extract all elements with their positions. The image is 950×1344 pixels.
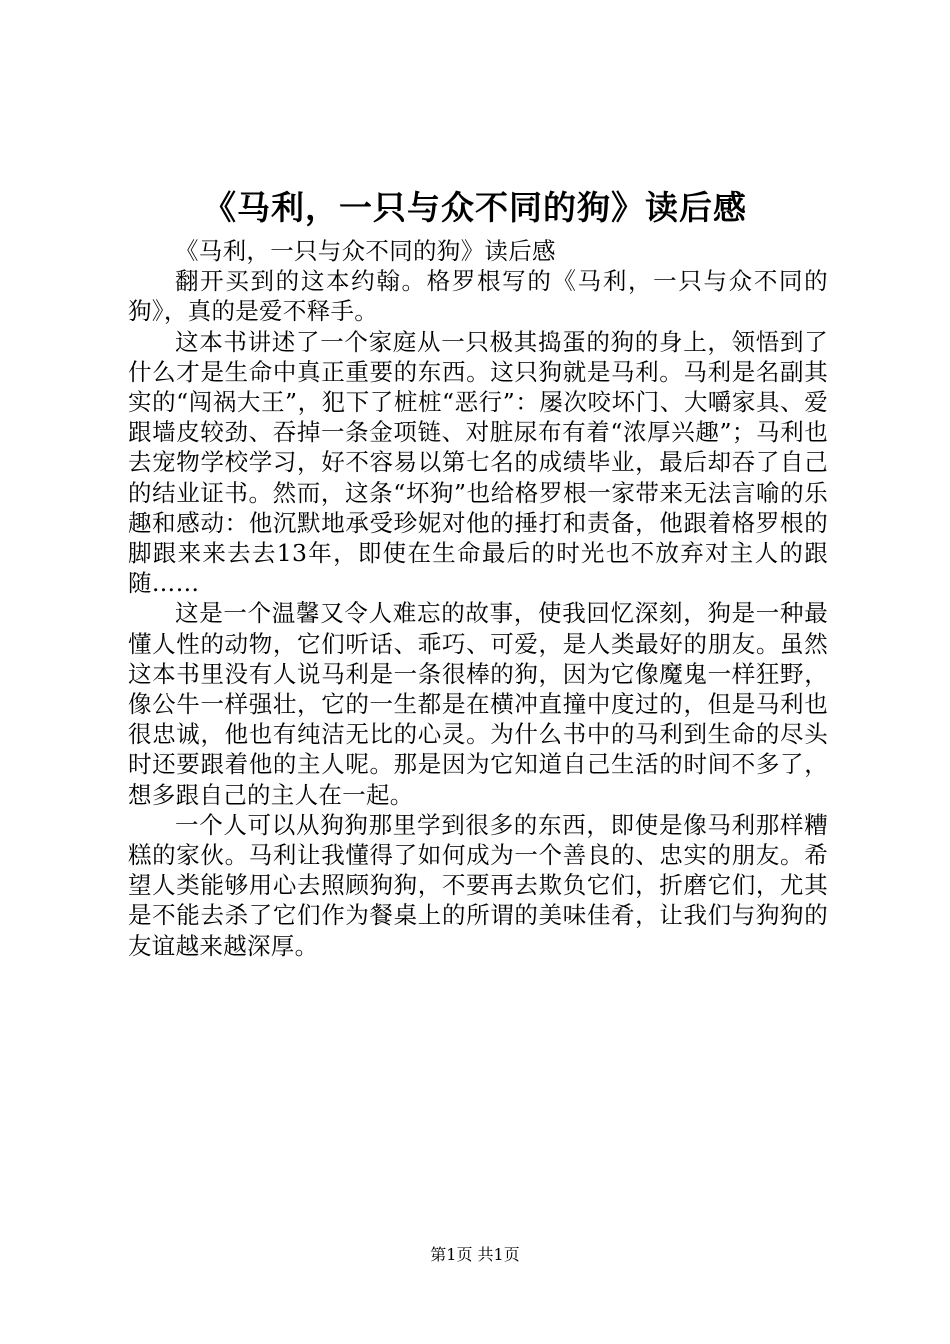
document-body (128, 236, 828, 961)
paragraph-conclusion: 一个人可以从狗狗那里学到很多的东西，即使是像马利那样糟糕的家伙。马利让我懂得了如何成为一个善良的、忠实的朋友。希望人类能够用心去照顾狗狗，不要再去欺负它们，折磨它们，尤其是不能去杀了它们作为餐桌上的所谓的美味佳肴，让我们与狗狗的友谊越来越深厚。 (128, 810, 828, 960)
paragraph-summary: 这本书讲述了一个家庭从一只极其捣蛋的狗的身上，领悟到了什么才是生命中真正重要的东西。这只狗就是马利。马利是名副其实的“闯祸大王”，犯下了桩桩“恶行”：屡次咬坏门、大嚼家具、爱跟墙皮较劲、吞掉一条金项链、对脏尿布有着“浓厚兴趣”；马利也去宠物学校学习，好不容易以第七名的成绩毕业，最后却吞了自己的结业证书。然而，这条“坏狗”也给格罗根一家带来无法言喻的乐趣和感动：他沉默地承受珍妮对他的捶打和责备，他跟着格罗根的脚跟来来去去13年，即使在生命最后的时光也不放弃对主人的跟随…… (128, 327, 828, 598)
document-title: 《马利，一只与众不同的狗》读后感 (203, 188, 747, 227)
page-footer: 第1页 共1页 (430, 1245, 520, 1264)
paragraph-reflection: 这是一个温馨又令人难忘的故事，使我回忆深刻，狗是一种最懂人性的动物，它们听话、乖巧、可爱，是人类最好的朋友。虽然这本书里没有人说马利是一条很棒的狗，因为它像魔鬼一样狂野，像公牛一样强壮，它的一生都是在横冲直撞中度过的，但是马利也很忠诚，他也有纯洁无比的心灵。为什么书中的马利到生命的尽头时还要跟着他的主人呢。那是因为它知道自己生活的时间不多了，想多跟自己的主人在一起。 (128, 599, 828, 809)
paragraph-subtitle: 《马利，一只与众不同的狗》读后感 (175, 237, 556, 265)
paragraph-intro: 翻开买到的这本约翰。格罗根写的《马利，一只与众不同的狗》，真的是爱不释手。 (128, 267, 828, 326)
